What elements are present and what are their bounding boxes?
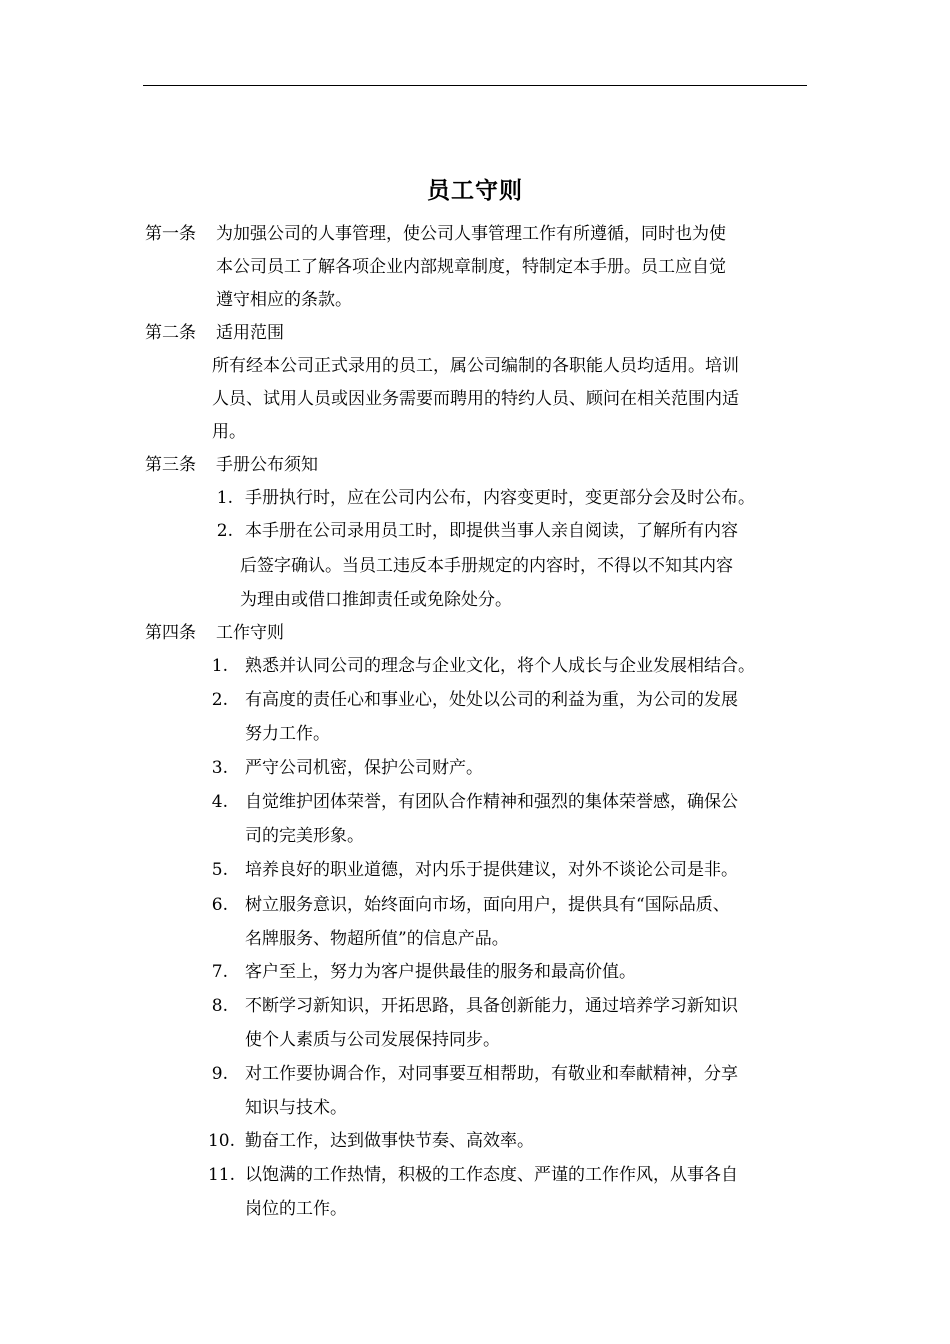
article-text-line: 人员、试用人员或因业务需要而聘用的特约人员、顾问在相关范围内适	[212, 389, 739, 409]
item-number: 9.	[211, 1064, 228, 1084]
article-label: 第三条	[145, 455, 196, 475]
item-number: 1.	[211, 656, 228, 676]
article-label: 第二条	[145, 323, 196, 343]
document-title: 员工守则	[427, 177, 523, 204]
article-label: 第一条	[145, 224, 196, 244]
article-heading: 适用范围	[216, 323, 284, 343]
item-text-line: 岗位的工作。	[245, 1199, 347, 1219]
item-number: 2.	[211, 690, 228, 710]
item-text-line: 对工作要协调合作，对同事要互相帮助，有敬业和奉献精神，分享	[245, 1064, 738, 1084]
item-text-line: 手册执行时，应在公司内公布，内容变更时，变更部分会及时公布。	[245, 488, 755, 508]
item-text-line: 有高度的责任心和事业心，处处以公司的利益为重，为公司的发展	[245, 690, 738, 710]
item-text-line: 勤奋工作，达到做事快节奏、高效率。	[245, 1131, 534, 1151]
item-number: 11.	[207, 1165, 235, 1185]
item-number: 3.	[211, 758, 228, 778]
item-number: 7.	[211, 962, 228, 982]
item-text-line: 培养良好的职业道德，对内乐于提供建议，对外不谈论公司是非。	[245, 860, 738, 880]
article-text-line: 为加强公司的人事管理，使公司人事管理工作有所遵循，同时也为使	[216, 224, 726, 244]
item-text-line: 树立服务意识，始终面向市场，面向用户，提供具有“国际品质、	[245, 895, 730, 915]
item-text-line: 知识与技术。	[245, 1098, 347, 1118]
item-text-line: 司的完美形象。	[245, 826, 364, 846]
item-text-line: 客户至上，努力为客户提供最佳的服务和最高价值。	[245, 962, 636, 982]
article-heading: 工作守则	[216, 623, 284, 643]
item-text-line: 为理由或借口推卸责任或免除处分。	[240, 590, 512, 610]
item-text-line: 努力工作。	[245, 724, 330, 744]
article-text-line: 本公司员工了解各项企业内部规章制度，特制定本手册。员工应自觉	[216, 257, 726, 277]
item-text-line: 使个人素质与公司发展保持同步。	[245, 1030, 500, 1050]
article-text-line: 所有经本公司正式录用的员工，属公司编制的各职能人员均适用。培训	[212, 356, 739, 376]
item-text-line: 不断学习新知识，开拓思路，具备创新能力，通过培养学习新知识	[245, 996, 738, 1016]
item-text-line: 以饱满的工作热情，积极的工作态度、严谨的工作作风，从事各自	[245, 1165, 738, 1185]
item-number: 4.	[211, 792, 228, 812]
item-number: 5.	[211, 860, 228, 880]
article-label: 第四条	[145, 623, 196, 643]
header-rule	[143, 85, 807, 86]
item-text-line: 后签字确认。当员工违反本手册规定的内容时，不得以不知其内容	[240, 556, 733, 576]
item-text-line: 自觉维护团体荣誉，有团队合作精神和强烈的集体荣誉感，确保公	[245, 792, 738, 812]
item-text-line: 名牌服务、物超所值”的信息产品。	[245, 929, 509, 949]
item-text-line: 本手册在公司录用员工时，即提供当事人亲自阅读，了解所有内容	[245, 521, 738, 541]
article-text-line: 遵守相应的条款。	[216, 290, 352, 310]
article-heading: 手册公布须知	[216, 455, 318, 475]
item-number: 8.	[211, 996, 228, 1016]
item-text-line: 熟悉并认同公司的理念与企业文化，将个人成长与企业发展相结合。	[245, 656, 755, 676]
article-text-line: 用。	[212, 422, 246, 442]
item-number: 10.	[207, 1131, 235, 1151]
item-number: 2.	[216, 521, 233, 541]
item-number: 6.	[211, 895, 228, 915]
item-number: 1.	[216, 488, 233, 508]
item-text-line: 严守公司机密，保护公司财产。	[245, 758, 483, 778]
